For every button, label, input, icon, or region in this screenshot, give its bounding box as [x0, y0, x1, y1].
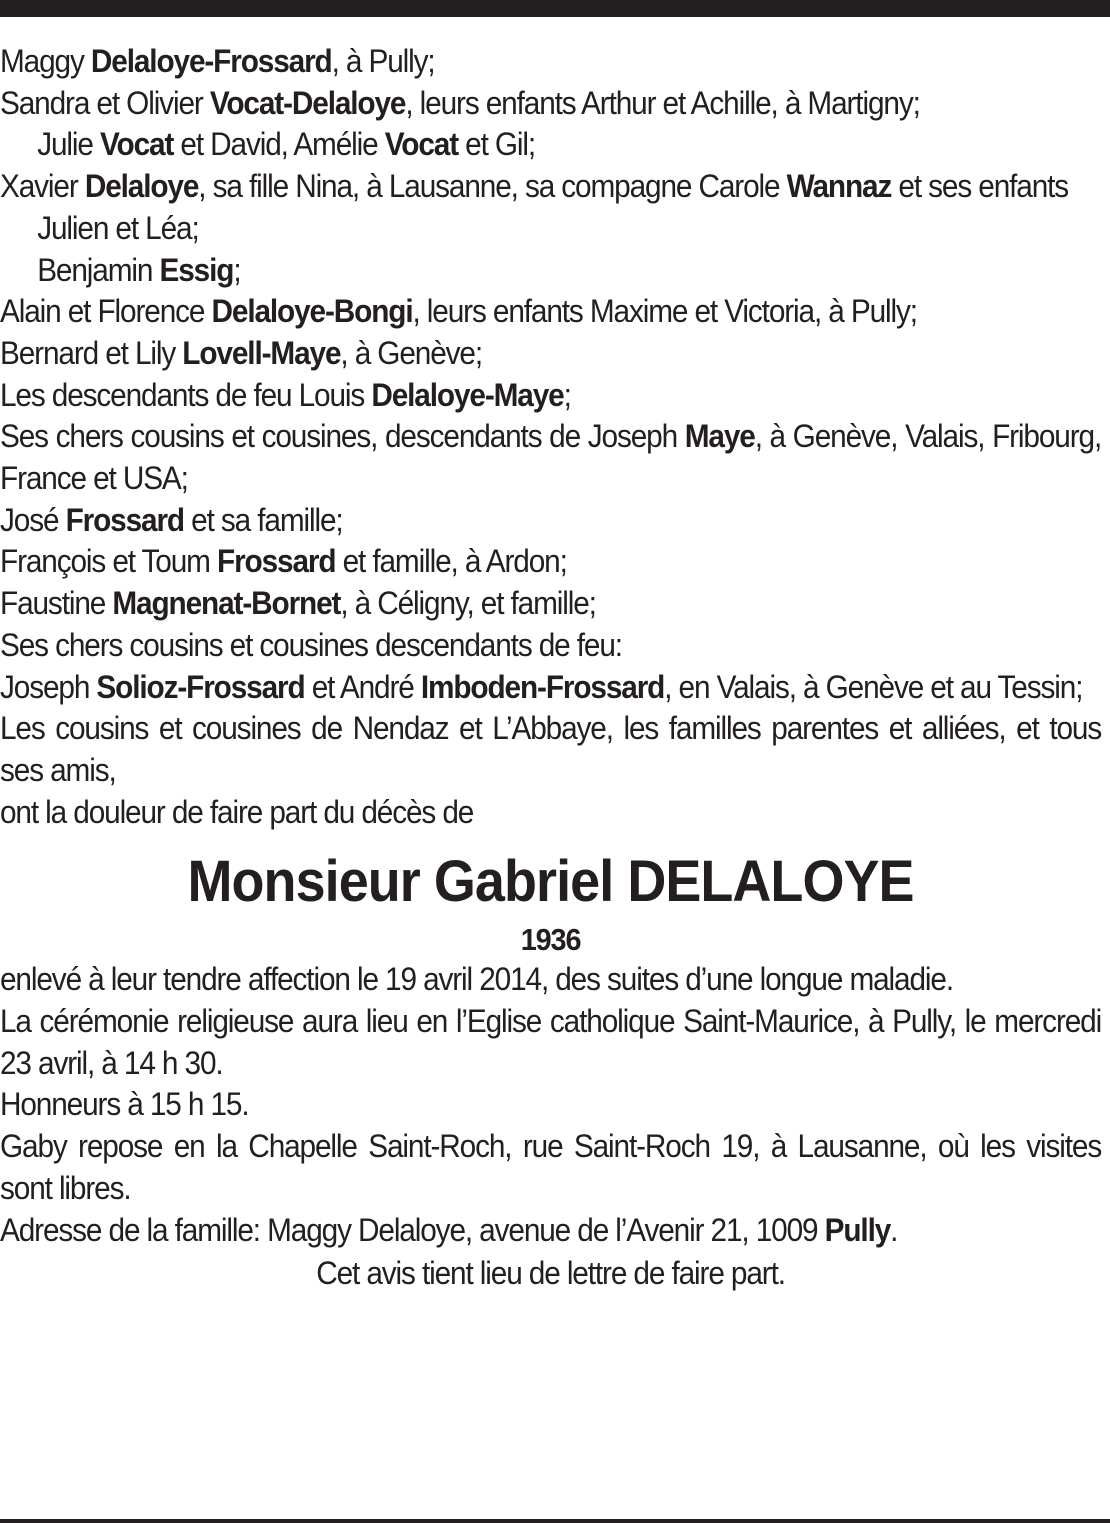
surname: Vocat — [99, 126, 174, 163]
text: et André — [304, 668, 421, 705]
family-line — [0, 625, 1101, 667]
family-line — [0, 583, 1101, 625]
text: , à Genève; — [340, 334, 482, 371]
text: Faustine — [0, 585, 113, 622]
deceased-block — [0, 847, 1101, 959]
family-line — [0, 667, 1101, 709]
surname: Maye — [684, 418, 755, 455]
surname: Delaloye — [84, 168, 199, 205]
family-line — [0, 250, 1101, 292]
surname: Wannaz — [786, 168, 892, 205]
bottom-rule — [0, 1519, 1110, 1523]
text: , à Genève, Valais, Fribourg, France et USA; — [0, 418, 1102, 497]
surname: Vocat — [384, 126, 459, 163]
text: , à Pully; — [331, 43, 435, 79]
surname: Delaloye-Frossard — [90, 43, 332, 79]
text: Adresse de la famille: Maggy Delaloye, avenue de l’Avenir 21, 1009 — [0, 1211, 825, 1248]
text: Alain et Florence — [0, 293, 212, 330]
deceased-birth-year: 1936 — [520, 922, 581, 958]
text: Les cousins et cousines de Nendaz et L’Abbaye, les familles parentes et alliées, et tous ses amis, — [0, 710, 1102, 788]
family-line — [0, 500, 1101, 542]
text: ont la douleur de faire part du décès de — [0, 793, 474, 830]
text: Xavier — [0, 168, 85, 205]
family-line — [0, 124, 1101, 166]
text: François et Toum — [0, 543, 218, 580]
text: , leurs enfants Arthur et Achille, à Martigny; — [405, 84, 920, 121]
top-rule — [0, 0, 1110, 17]
surname: Frossard — [65, 501, 184, 538]
family-line — [0, 83, 1101, 125]
text: et famille, à Ardon; — [335, 543, 567, 580]
text: Les descendants de feu Louis — [0, 376, 372, 413]
text: Julien et Léa; — [37, 209, 199, 246]
closing-note: Cet avis tient lieu de lettre de faire part. — [316, 1255, 785, 1292]
text: ; — [233, 251, 241, 288]
text: , à Céligny, et famille; — [340, 585, 596, 622]
text: et David, Amélie — [173, 126, 385, 163]
text: ; — [563, 376, 571, 413]
text: Sandra et Olivier — [0, 84, 210, 121]
deceased-name: Monsieur Gabriel DELALOYE — [187, 849, 914, 915]
detail-line: Gaby repose en la Chapelle Saint-Roch, rue Saint-Roch 19, à Lausanne, où les visites sont libres. — [0, 1128, 1102, 1206]
text: Benjamin — [37, 251, 160, 288]
text: et sa famille; — [183, 501, 343, 538]
detail-line: enlevé à leur tendre affection le 19 avril 2014, des suites d’une longue maladie. — [0, 961, 954, 998]
text: Ses chers cousins et cousines, descendants de Joseph — [0, 418, 685, 455]
text: Joseph — [0, 668, 97, 705]
surname: Essig — [159, 251, 234, 288]
family-line — [0, 333, 1101, 375]
detail-line: La cérémonie religieuse aura lieu en l’Eglise catholique Saint-Maurice, à Pully, le mercredi 23 avril, à 14 h 30. — [0, 1003, 1102, 1081]
text: , leurs enfants Maxime et Victoria, à Pully; — [412, 293, 917, 330]
family-line — [0, 208, 1101, 250]
surname: Frossard — [217, 543, 336, 580]
text: , en Valais, à Genève et au Tessin; — [664, 668, 1083, 705]
family-line — [0, 41, 1101, 83]
text: José — [0, 501, 66, 538]
family-line — [0, 708, 1101, 791]
text: Julie — [37, 126, 100, 163]
family-line — [0, 166, 1101, 208]
surname: Delaloye-Bongi — [211, 293, 413, 330]
family-line — [0, 416, 1101, 499]
detail-line: Honneurs à 15 h 15. — [0, 1086, 249, 1123]
text: . — [890, 1211, 898, 1248]
surname: Imboden-Frossard — [420, 668, 665, 705]
surname: Magnenat-Bornet — [112, 585, 341, 622]
text: , sa fille Nina, à Lausanne, sa compagne Carole — [198, 168, 787, 205]
text: Ses chers cousins et cousines descendants de feu: — [0, 626, 622, 663]
text: Maggy — [0, 43, 91, 79]
family-line — [0, 541, 1101, 583]
text: Bernard et Lily — [0, 334, 183, 371]
surname: Solioz-Frossard — [96, 668, 305, 705]
text: et Gil; — [458, 126, 536, 163]
town: Pully — [824, 1211, 891, 1248]
surname: Vocat-Delaloye — [209, 84, 406, 121]
surname: Lovell-Maye — [182, 334, 341, 371]
family-line — [0, 291, 1101, 333]
family-line — [0, 792, 1101, 834]
family-line — [0, 375, 1101, 417]
text: et ses enfants — [891, 168, 1069, 205]
family-address — [0, 1210, 1101, 1252]
death-notice — [0, 41, 1101, 1295]
surname: Delaloye-Maye — [371, 376, 564, 413]
